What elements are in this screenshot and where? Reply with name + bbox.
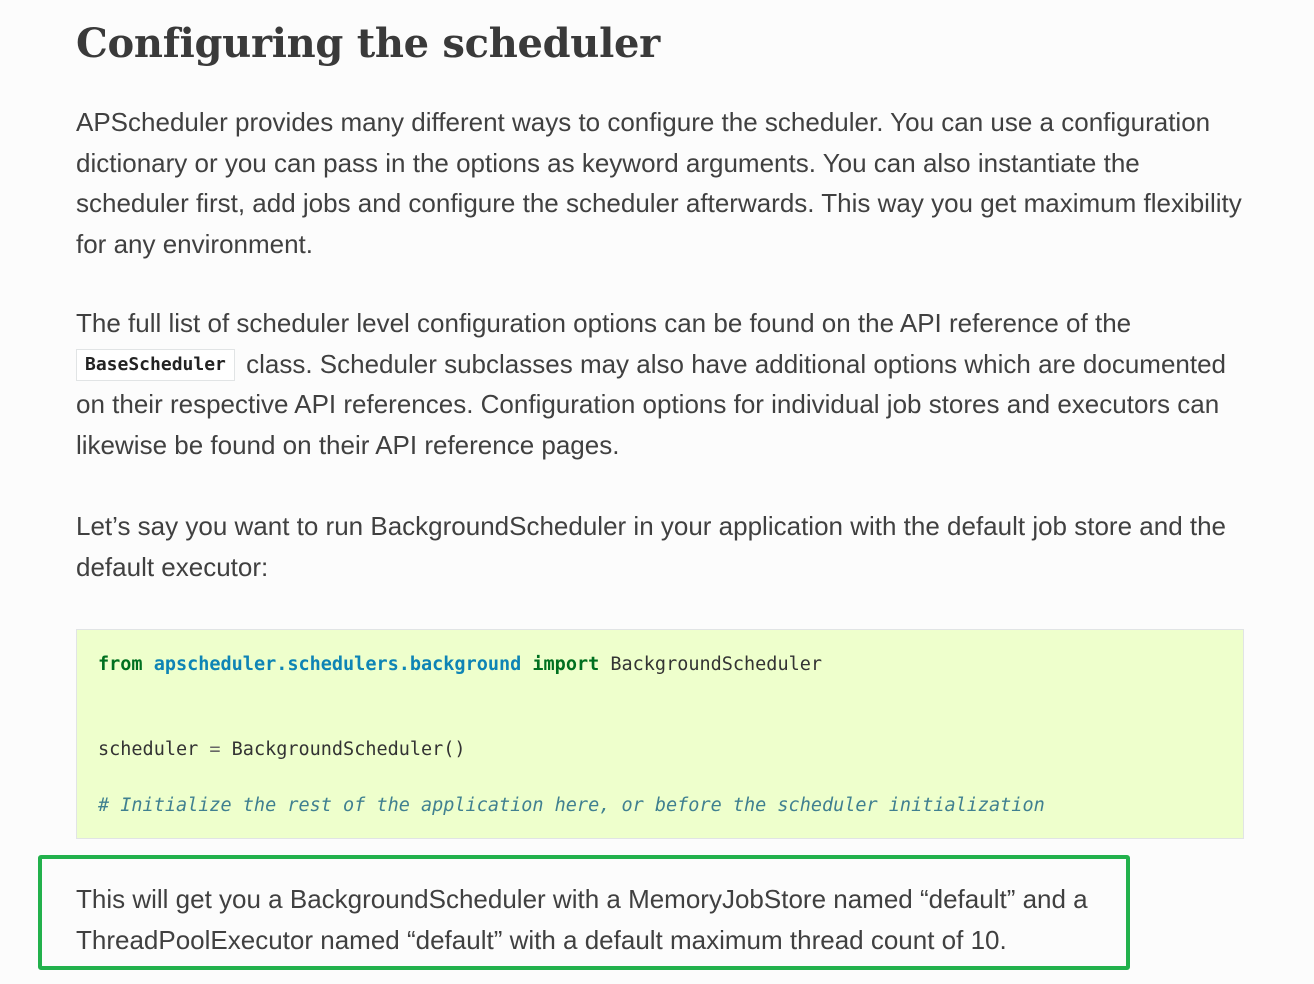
highlight-box	[38, 855, 1130, 970]
code-line-import	[98, 653, 822, 677]
assign-operator: =	[209, 739, 221, 760]
keyword-from: from	[98, 654, 143, 675]
code-line-assignment	[98, 738, 466, 762]
page-title: Configuring the scheduler	[76, 20, 660, 67]
result-paragraph: This will get you a BackgroundScheduler with a MemoryJobStore named “default” and a ThreadPoolExecutor named “default” with a default maximum thread count of 10.	[76, 884, 1088, 955]
options-paragraph-text-before: The full list of scheduler level configuration options can be found on the API reference of the	[76, 308, 1132, 338]
code-line-comment: # Initialize the rest of the application here, or before the scheduler initialization	[98, 795, 1045, 816]
variable-name: scheduler	[98, 739, 199, 760]
imported-name: BackgroundScheduler	[610, 654, 822, 675]
constructor-call: BackgroundScheduler()	[231, 739, 466, 760]
code-block[interactable]	[76, 629, 1244, 839]
keyword-import: import	[532, 654, 600, 675]
module-name: apscheduler.schedulers.background	[153, 654, 522, 675]
intro-paragraph: APScheduler provides many different ways to configure the scheduler. You can use a configuration dictionary or you can pass in the options as keyword arguments. You can also instantiate the scheduler first, add jobs and configure the scheduler afterwards. This way you get maximum flexibility for any environment.	[76, 107, 1242, 259]
options-paragraph	[76, 303, 1246, 465]
basescheduler-code-link[interactable]: BaseScheduler	[76, 349, 235, 381]
example-intro-paragraph: Let’s say you want to run BackgroundScheduler in your application with the default job store and the default executor:	[76, 511, 1227, 582]
options-paragraph-text-after: class. Scheduler subclasses may also have additional options which are documented on their respective API references. Configuration options for individual job stores and executors can likewise be found on their API reference pages.	[76, 348, 1227, 460]
